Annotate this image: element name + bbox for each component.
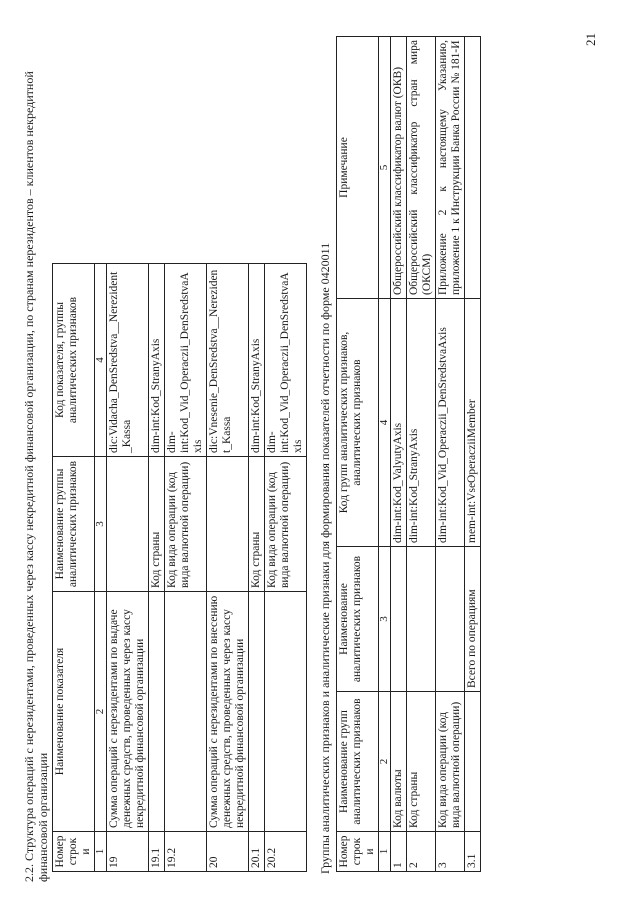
table-row [249, 264, 265, 872]
feature-name [391, 547, 407, 692]
row-number: 19.1 [149, 832, 165, 872]
row-number: 2 [407, 832, 436, 872]
header-cell: Номер строки [337, 832, 379, 872]
row-number: 20 [207, 832, 249, 872]
table-row [149, 264, 165, 872]
header-cell: Код групп аналитических признаков, аналитических признаков [337, 299, 379, 547]
indicator-name [265, 592, 307, 832]
column-number: 4 [95, 264, 107, 457]
column-number: 1 [379, 832, 391, 872]
row-number: 20.1 [249, 832, 265, 872]
group-name: Код вида операции (код вида валютной операции) [165, 457, 207, 592]
note: Общероссийский классификатор стран мира (ОКСМ) [407, 37, 436, 299]
group-name [207, 457, 249, 592]
group-name: Код валюты [391, 692, 407, 832]
indicator-code: dic:Vidacha_DenSredstva__Nerezident_Kassa [107, 264, 149, 457]
group-name: Код страны [249, 457, 265, 592]
table-header-row [53, 264, 95, 872]
column-number: 1 [95, 832, 107, 872]
column-number: 4 [379, 299, 391, 547]
feature-name: Всего по операциям [465, 547, 481, 692]
table-row [207, 264, 249, 872]
group-name: Код вида операции (код вида валютной операции) [265, 457, 307, 592]
table-header-row [337, 37, 379, 872]
column-number-row [95, 264, 107, 872]
indicator-code: dim-int:Kod_Vid_Operaczii_DenSredstvaAxis [265, 264, 307, 457]
indicators-table [52, 263, 307, 872]
indicator-code: dim-int:Kod_StranyAxis [249, 264, 265, 457]
header-cell: Код показателя, группы аналитических признаков [53, 264, 95, 457]
table-row [465, 37, 481, 872]
header-cell: Наименование аналитических признаков [337, 547, 379, 692]
table-row [391, 37, 407, 872]
header-cell: Наименование группы аналитических признаков [53, 457, 95, 592]
indicator-code: dim-int:Kod_Vid_Operaczii_DenSredstvaAxis [165, 264, 207, 457]
header-cell: Номер строки [53, 832, 95, 872]
feature-code: mem-int:VseOperacziiMember [465, 299, 481, 547]
header-cell: Примечание [337, 37, 379, 299]
feature-code: dim-int:Kod_StranyAxis [407, 299, 436, 547]
indicator-name: Сумма операций с нерезидентами по выдаче денежных средств, проведенных через кассу некредитной финансовой организации [107, 592, 149, 832]
rotated-page-content [22, 22, 622, 882]
row-number: 3.1 [465, 832, 481, 872]
column-number: 3 [379, 547, 391, 692]
group-name [465, 692, 481, 832]
page-number: 21 [583, 33, 598, 46]
header-cell: Наименование групп аналитических признаков [337, 692, 379, 832]
row-number: 1 [391, 832, 407, 872]
row-number: 20.2 [265, 832, 307, 872]
group-name: Код страны [149, 457, 165, 592]
feature-code: dim-int:Kod_ValyutyAxis [391, 299, 407, 547]
feature-name [407, 547, 436, 692]
row-number: 19 [107, 832, 149, 872]
section-title: 2.2. Структура операций с нерезидентами, проведенных через кассу некредитной финансовой организации, по странам нерезидентов – клиентов некредитной финансовой организации [22, 71, 50, 882]
group-name [107, 457, 149, 592]
column-number: 2 [95, 592, 107, 832]
note: Общероссийский классификатор валют (ОКВ) [391, 37, 407, 299]
group-name: Код вида операции (код вида валютной операции) [436, 692, 465, 832]
group-name: Код страны [407, 692, 436, 832]
column-number: 3 [95, 457, 107, 592]
indicator-name: Сумма операций с нерезидентами по внесению денежных средств, проведенных через кассу некредитной финансовой организации [207, 592, 249, 832]
table-row [107, 264, 149, 872]
feature-name [436, 547, 465, 692]
indicator-name [149, 592, 165, 832]
column-number-row [379, 37, 391, 872]
feature-code: dim-int:Kod_Vid_Operaczii_DenSredstvaAxis [436, 299, 465, 547]
column-number: 5 [379, 37, 391, 299]
section-title: Группы аналитических признаков и аналитические признаки для формирования показателей отчетности по форме 0420011 [318, 242, 332, 874]
indicator-code: dim-int:Kod_StranyAxis [149, 264, 165, 457]
column-number: 2 [379, 692, 391, 832]
row-number: 3 [436, 832, 465, 872]
analytic-features-table [336, 36, 481, 872]
note [465, 37, 481, 299]
table-row [265, 264, 307, 872]
table-row [165, 264, 207, 872]
note: Приложение 2 к настоящему Указанию, приложение 1 к Инструкции Банка России № 181-И [436, 37, 465, 299]
table-row [436, 37, 465, 872]
indicator-name [165, 592, 207, 832]
indicator-name [249, 592, 265, 832]
row-number: 19.2 [165, 832, 207, 872]
indicator-code: dic:Vnesenie_DenSredstva__Nerezident_Kassa [207, 264, 249, 457]
table-row [407, 37, 436, 872]
header-cell: Наименование показателя [53, 592, 95, 832]
